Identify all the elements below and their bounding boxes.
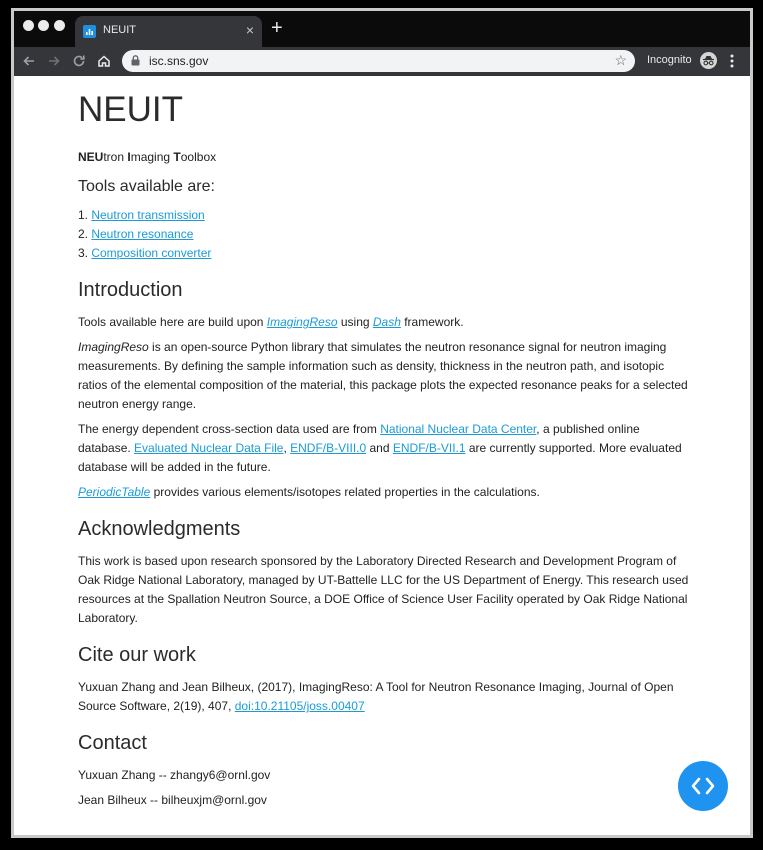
contact-line-1: Yuxuan Zhang -- zhangy6@ornl.gov (78, 768, 271, 782)
intro-text: provides various elements/isotopes related properties in the calculations. (150, 485, 540, 499)
intro-text: , (283, 441, 291, 455)
url-text: isc.sns.gov (149, 54, 209, 68)
browser-toolbar (14, 47, 750, 76)
incognito-label: Incognito (647, 54, 692, 66)
link-endf-viii[interactable]: ENDF/B-VIII.0 (290, 441, 367, 455)
contact-line-2: Jean Bilheux -- bilheuxjm@ornl.gov (78, 793, 267, 807)
intro-text: , a published online database. (78, 422, 640, 455)
chart-favicon-icon (83, 25, 96, 38)
link-neutron-transmission[interactable]: Neutron transmission (91, 208, 205, 222)
cite-text: Yuxuan Zhang and Jean Bilheux, (2017), ImagingReso: A Tool for Neutron Resonance Imaging, Journal of Open Source Software, 2(19), 407, (78, 680, 674, 713)
code-icon (691, 776, 715, 796)
cite-heading: Cite our work (78, 644, 196, 666)
list-item (78, 206, 693, 225)
incognito-icon[interactable] (700, 52, 717, 69)
tab-strip (14, 11, 750, 47)
address-bar[interactable] (122, 50, 635, 72)
page-content (78, 76, 693, 810)
link-neutron-resonance[interactable]: Neutron resonance (91, 227, 194, 241)
list-item (78, 244, 693, 263)
intro-text: is an open-source Python library that simulates the neutron resonance signal for neutron imaging measurements. By defining the sample information such as density, thickness in the neutron path, and isotopic ratios of the elemental composition of the material, this package plots the expected resonance peaks for a selected neutron energy range. (78, 340, 688, 411)
star-icon[interactable]: ☆ (614, 52, 627, 68)
page-subtitle (78, 150, 693, 164)
acknowledgments-heading: Acknowledgments (78, 518, 241, 540)
intro-paragraph-3 (78, 420, 693, 477)
link-endf-vii[interactable]: ENDF/B-VII.1 (392, 441, 466, 455)
back-icon[interactable] (21, 53, 37, 69)
home-icon[interactable] (96, 53, 112, 69)
tab-neuit[interactable] (75, 16, 262, 47)
link-composition-converter[interactable]: Composition converter (91, 246, 212, 260)
link-endf[interactable]: Evaluated Nuclear Data File (134, 441, 284, 455)
link-dash[interactable]: Dash (372, 315, 401, 329)
subtitle-bold-3: T (173, 150, 181, 164)
page-title: NEUIT (78, 90, 183, 129)
list-number: 1. (78, 208, 92, 222)
window-maximize-dot[interactable] (54, 20, 65, 31)
list-number: 3. (78, 246, 92, 260)
tab-title: NEUIT (103, 24, 136, 36)
list-number: 2. (78, 227, 92, 241)
forward-icon[interactable] (46, 53, 62, 69)
link-periodictable[interactable]: PeriodicTable (78, 485, 151, 499)
tools-heading: Tools available are: (78, 178, 215, 195)
lock-icon (131, 55, 140, 66)
window-minimize-dot[interactable] (38, 20, 49, 31)
browser-window (14, 11, 750, 835)
subtitle-bold-1: NEU (78, 150, 104, 164)
subtitle-text-3: oolbox (180, 150, 217, 164)
screenshot-frame (11, 8, 753, 838)
intro-text: are currently supported. More evaluated database will be added in the future. (78, 441, 682, 474)
link-doi[interactable]: doi:10.21105/joss.00407 (234, 699, 365, 713)
subtitle-bold-2: I (127, 150, 131, 164)
list-item (78, 225, 693, 244)
reload-icon[interactable] (71, 53, 87, 69)
window-close-dot[interactable] (23, 20, 34, 31)
tab-close-icon[interactable]: × (245, 22, 254, 38)
subtitle-text-2: maging (130, 150, 174, 164)
intro-text: using (337, 315, 373, 329)
intro-paragraph-2 (78, 338, 693, 414)
intro-text: The energy dependent cross-section data used are from (78, 422, 381, 436)
acknowledgments-text: This work is based upon research sponsored by the Laboratory Directed Research and Development Program of Oak Ridge National Laboratory, managed by UT-Battelle LLC for the US Department of Energy. This research used resources at the Spallation Neutron Source, a DOE Office of Science User Facility operated by Oak Ridge National Laboratory. (78, 554, 689, 625)
intro-text: Tools available here are build upon (78, 315, 267, 329)
intro-paragraph-1 (78, 313, 693, 332)
intro-text: and (366, 441, 393, 455)
cite-paragraph (78, 678, 693, 716)
code-fab-button[interactable] (678, 761, 728, 811)
intro-text: framework. (400, 315, 464, 329)
link-nndc[interactable]: National Nuclear Data Center (380, 422, 537, 436)
new-tab-button[interactable]: + (271, 17, 283, 39)
tools-list (78, 206, 693, 263)
menu-icon[interactable] (730, 54, 734, 68)
link-imagingreso[interactable]: ImagingReso (266, 315, 338, 329)
imagingreso-em: ImagingReso (78, 340, 149, 354)
introduction-heading: Introduction (78, 279, 183, 301)
contact-heading: Contact (78, 732, 147, 754)
subtitle-text-1: tron (103, 150, 128, 164)
intro-paragraph-4 (78, 483, 693, 502)
